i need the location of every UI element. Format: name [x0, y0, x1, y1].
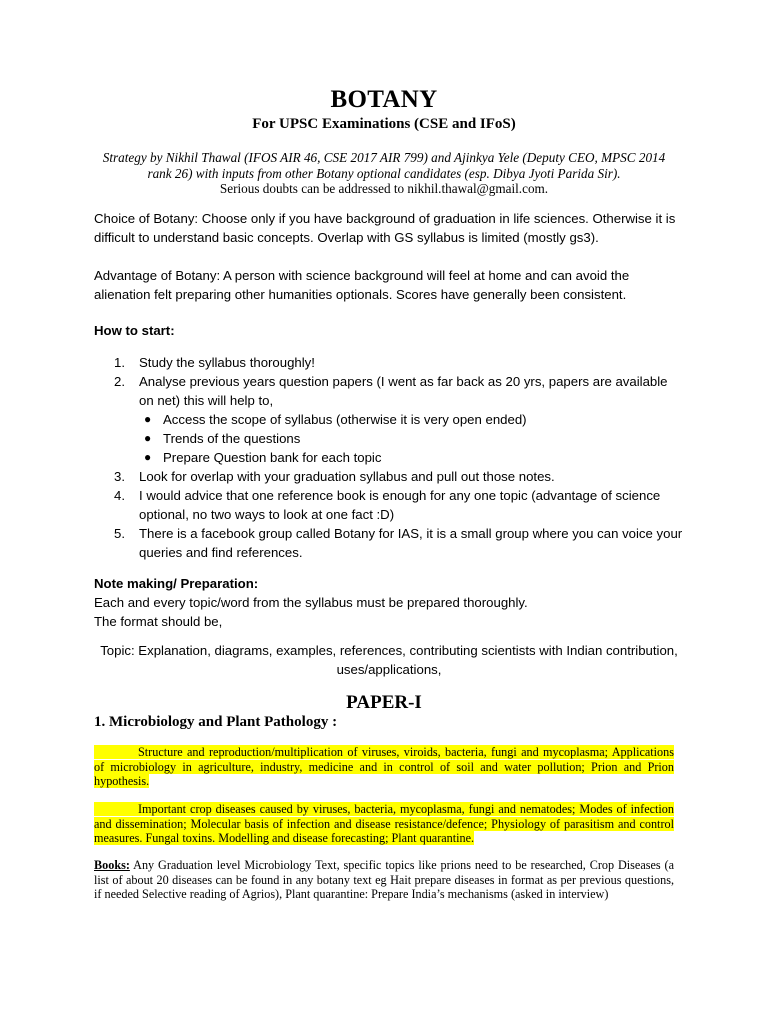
list-item-text: Study the syllabus thoroughly!: [139, 355, 315, 370]
list-item-text: There is a facebook group called Botany for IAS, it is a small group where you can voice your queries and find references.: [139, 526, 683, 560]
advantage-paragraph: Advantage of Botany: A person with science background will feel at home and can avoid the alienation felt preparing other humanities optionals. Scores have generally been consistent.: [94, 268, 630, 302]
note-making-line: Each and every topic/word from the syllabus must be prepared thoroughly.: [94, 595, 528, 610]
list-item-text: Analyse previous years question papers (I went as far back as 20 yrs, papers are available on net) this will help to,: [139, 374, 668, 408]
contact-line: Serious doubts can be addressed to nikhil.thawal@gmail.com.: [219, 181, 549, 196]
sub-list-item: [94, 448, 684, 467]
document-title: BOTANY: [330, 86, 438, 113]
topic-format: Topic: Explanation, diagrams, examples, references, contributing scientists with Indian contribution, uses/applications,: [100, 643, 678, 677]
sub-list-item: [94, 429, 684, 448]
note-making-line: The format should be,: [94, 614, 223, 629]
how-to-start-heading: How to start:: [94, 323, 175, 338]
sub-item-text: Trends of the questions: [163, 431, 301, 446]
highlighted-text: [94, 802, 674, 845]
list-number: 5.: [114, 526, 125, 541]
paper-heading: PAPER-I: [346, 692, 422, 713]
highlighted-text: [94, 745, 674, 788]
sub-item-text: Prepare Question bank for each topic: [163, 450, 382, 465]
syllabus-text: Important crop diseases caused by viruses, bacteria, mycoplasma, fungi and nematodes; Modes of infection and dissemination; Molecular basis of infection and disease resistance/defence; Physiology of parasitism and control measures. Fungal toxins. Modelling and disease forecasting; Plant quarantine.: [94, 802, 674, 846]
bullet-icon: ●: [144, 412, 152, 426]
choice-of-botany-paragraph: Choice of Botany: Choose only if you have background of graduation in life sciences. Otherwise it is difficult to understand basic concepts. Overlap with GS syllabus is limited (mostly gs3).: [94, 211, 676, 245]
sub-list-item: [94, 410, 684, 429]
list-item-text: I would advice that one reference book is enough for any one topic (advantage of science optional, no two ways to look at one fact :D): [139, 488, 661, 522]
books-text: Any Graduation level Microbiology Text, specific topics like prions need to be researched, Crop Diseases (a list of about 20 diseases can be found in any botany text eg Hait prepare diseases in format as per previous questions, if needed Selective reading of Agrios), Plant quarantine: Prepare India’s mechanisms (asked in interview): [94, 858, 674, 902]
list-number: 4.: [114, 488, 125, 503]
list-item: [94, 353, 684, 372]
syllabus-text: Structure and reproduction/multiplication of viruses, viroids, bacteria, fungi and mycoplasma; Applications of microbiology in agriculture, industry, medicine and in control of soil and water pollution; Prion and Prion hypothesis.: [94, 745, 674, 789]
note-making-section: [94, 574, 684, 631]
note-making-heading: Note making/ Preparation:: [94, 576, 259, 591]
list-item: [94, 486, 684, 524]
syllabus-paragraph: [94, 745, 674, 789]
books-label: Books:: [94, 858, 130, 872]
section-title: 1. Microbiology and Plant Pathology :: [94, 714, 338, 730]
bullet-icon: ●: [144, 450, 152, 464]
list-item: [94, 524, 684, 562]
list-number: 2.: [114, 374, 125, 389]
sub-item-text: Access the scope of syllabus (otherwise it is very open ended): [163, 412, 527, 427]
how-to-start-list: [94, 353, 684, 562]
strategy-credits: Strategy by Nikhil Thawal (IFOS AIR 46, CSE 2017 AIR 799) and Ajinkya Yele (Deputy CEO, MPSC 2014 rank 26) with inputs from other Botany optional candidates (esp. Dibya Jyoti Parida Sir).: [102, 150, 666, 181]
books-paragraph: [94, 858, 674, 902]
syllabus-paragraph: [94, 802, 674, 846]
list-number: 1.: [114, 355, 125, 370]
list-item: [94, 467, 684, 486]
bullet-icon: ●: [144, 431, 152, 445]
document-subtitle: For UPSC Examinations (CSE and IFoS): [252, 116, 516, 132]
list-item: [94, 372, 684, 410]
list-item-text: Look for overlap with your graduation syllabus and pull out those notes.: [139, 469, 555, 484]
list-number: 3.: [114, 469, 125, 484]
